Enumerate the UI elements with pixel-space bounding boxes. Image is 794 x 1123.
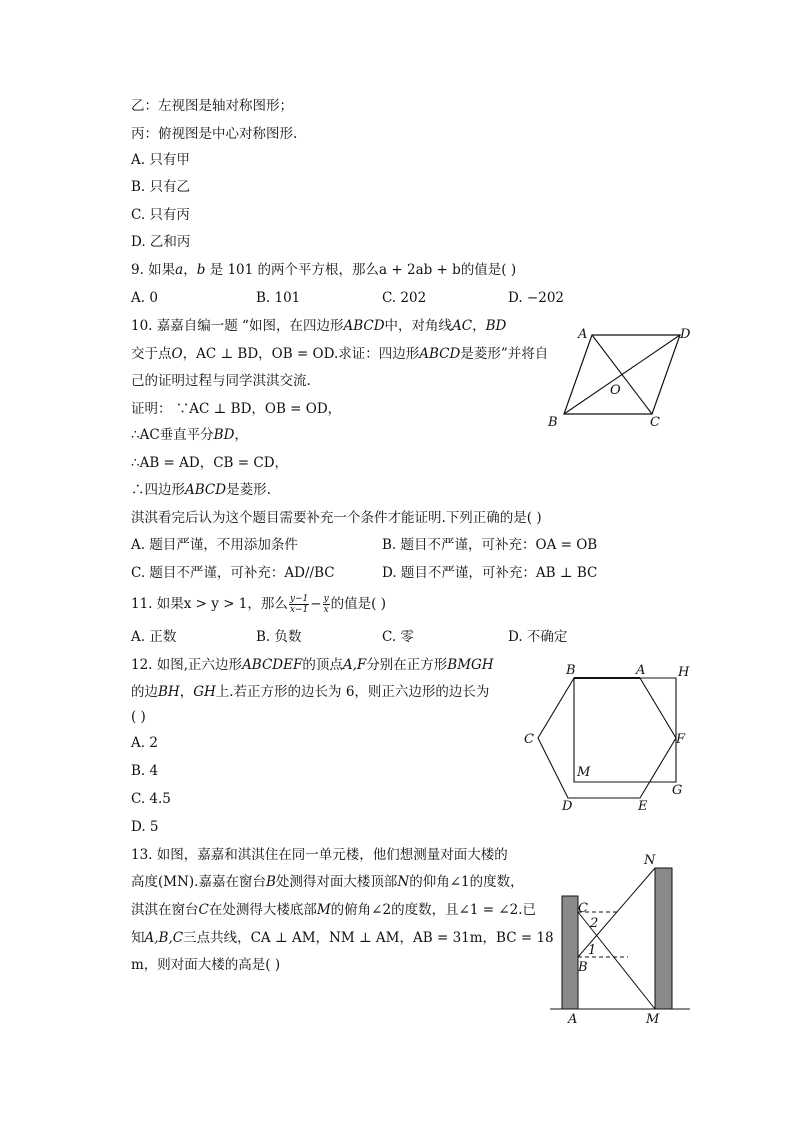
q13-stem-line4: 知A,B,C三点共线，CA ⊥ AM，NM ⊥ AM，AB = 31m，BC = 18: [131, 930, 554, 946]
q13-label-c: C: [578, 901, 588, 916]
q8-option-d[interactable]: D. 乙和丙: [131, 234, 191, 250]
q10-label-c: C: [650, 415, 660, 430]
q10-label-b: B: [548, 415, 558, 430]
q10-diagonal-bd: [564, 335, 680, 414]
q12-stem-line1: 12. 如图,正六边形ABCDEF的顶点A,F分别在正方形BMGH: [131, 657, 494, 673]
q12-stem-line2: 的边BH，GH上.若正方形的边长为 6，则正六边形的边长为: [131, 684, 490, 700]
q13-stem-line1: 13. 如图，嘉嘉和淇淇住在同一单元楼，他们想测量对面大楼的: [131, 847, 508, 863]
q12-stem-line3: ( ): [131, 709, 146, 725]
statement-bing: 丙：俯视图是中心对称图形.: [131, 126, 298, 142]
q8-option-c[interactable]: C. 只有丙: [131, 207, 190, 223]
q10-label-o: O: [610, 383, 621, 398]
q12-option-a[interactable]: A. 2: [131, 735, 158, 751]
q9-stem: 9. 如果a，b 是 101 的两个平方根，那么a + 2ab + b的值是( ): [131, 262, 517, 278]
statement-yi: 乙：左视图是轴对称图形；: [131, 98, 293, 114]
q13-stem-line2: 高度(MN).嘉嘉在窗台B处测得对面大楼顶部N的仰角∠1的度数，: [131, 874, 524, 890]
q12-label-h: H: [678, 665, 690, 680]
q9-option-a[interactable]: A. 0: [131, 290, 158, 306]
q11-option-c[interactable]: C. 零: [382, 629, 414, 645]
q10-question: 淇淇看完后认为这个题目需要补充一个条件才能证明.下列正确的是( ): [131, 510, 542, 526]
q12-label-a: A: [636, 663, 646, 678]
q11-stem: 11. 如果x > y > 1，那么 $\frac{y-1}{x-1}$ − $\frac{y}{x}$ 的值是( ): [131, 594, 386, 615]
q11-fraction-1: $\frac{y-1}{x-1}$: [289, 594, 309, 615]
q12-figure: [520, 660, 700, 820]
q13-label-n: N: [644, 853, 656, 868]
q11-option-d[interactable]: D. 不确定: [508, 629, 568, 645]
q12-label-m: M: [577, 765, 591, 780]
q10-option-c[interactable]: C. 题目不严谨，可补充：AD//BC: [131, 565, 335, 581]
q10-option-a[interactable]: A. 题目严谨，不用添加条件: [131, 537, 298, 553]
q11-option-a[interactable]: A. 正数: [131, 629, 177, 645]
q8-option-a[interactable]: A. 只有甲: [131, 152, 190, 168]
q11-fraction-2: $\frac{y}{x}$: [323, 594, 329, 615]
q10-proof-line4: ∴四边形ABCD是菱形.: [131, 482, 271, 498]
q13-stem-line5: m，则对面大楼的高是( ): [131, 957, 281, 973]
q12-hexagon: [538, 678, 676, 798]
q13-label-m: M: [646, 1012, 660, 1027]
q11-option-b[interactable]: B. 负数: [256, 629, 302, 645]
q13-label-a: A: [568, 1012, 578, 1027]
q13-label-angle1: 1: [588, 943, 597, 958]
q12-label-b: B: [566, 663, 576, 678]
q12-option-c[interactable]: C. 4.5: [131, 791, 171, 807]
q12-option-d[interactable]: D. 5: [131, 819, 159, 835]
q13-building-left: [562, 896, 578, 1009]
q10-proof-line1: 证明： ∵AC ⊥ BD，OB = OD，: [131, 401, 342, 417]
q12-label-c: C: [524, 732, 534, 747]
q13-label-angle2: 2: [590, 916, 599, 931]
q12-option-b[interactable]: B. 4: [131, 763, 159, 779]
q10-label-a: A: [578, 327, 588, 342]
q12-label-g: G: [672, 783, 683, 798]
q9-option-c[interactable]: C. 202: [382, 290, 427, 306]
q13-figure: [550, 848, 700, 1033]
q13-building-right: [655, 868, 672, 1009]
q12-label-e: E: [638, 799, 648, 814]
q10-stem-line3: 己的证明过程与同学淇淇交流.: [131, 373, 311, 389]
q10-option-d[interactable]: D. 题目不严谨，可补充：AB ⊥ BC: [382, 565, 598, 581]
q9-option-b[interactable]: B. 101: [256, 290, 301, 306]
q10-option-b[interactable]: B. 题目不严谨，可补充：OA = OB: [382, 537, 598, 553]
q13-stem-line3: 淇淇在窗台C在处测得大楼底部M的俯角∠2的度数，且∠1 = ∠2.已: [131, 902, 537, 918]
q10-figure: [540, 322, 700, 432]
q10-stem-line2: 交于点O，AC ⊥ BD，OB = OD.求证：四边形ABCD是菱形”并将自: [131, 346, 549, 362]
q13-label-b: B: [578, 960, 588, 975]
q8-option-b[interactable]: B. 只有乙: [131, 179, 191, 195]
q12-label-f: F: [676, 732, 686, 747]
q10-label-d: D: [680, 327, 691, 342]
q9-option-d[interactable]: D. −202: [508, 290, 565, 306]
q10-proof-line2: ∴AC垂直平分BD，: [131, 427, 248, 443]
q10-stem-line1: 10. 嘉嘉自编一题 “如图，在四边形ABCD中，对角线AC，BD: [131, 318, 507, 334]
q12-label-d: D: [562, 799, 573, 814]
q10-proof-line3: ∴AB = AD，CB = CD，: [131, 455, 289, 471]
